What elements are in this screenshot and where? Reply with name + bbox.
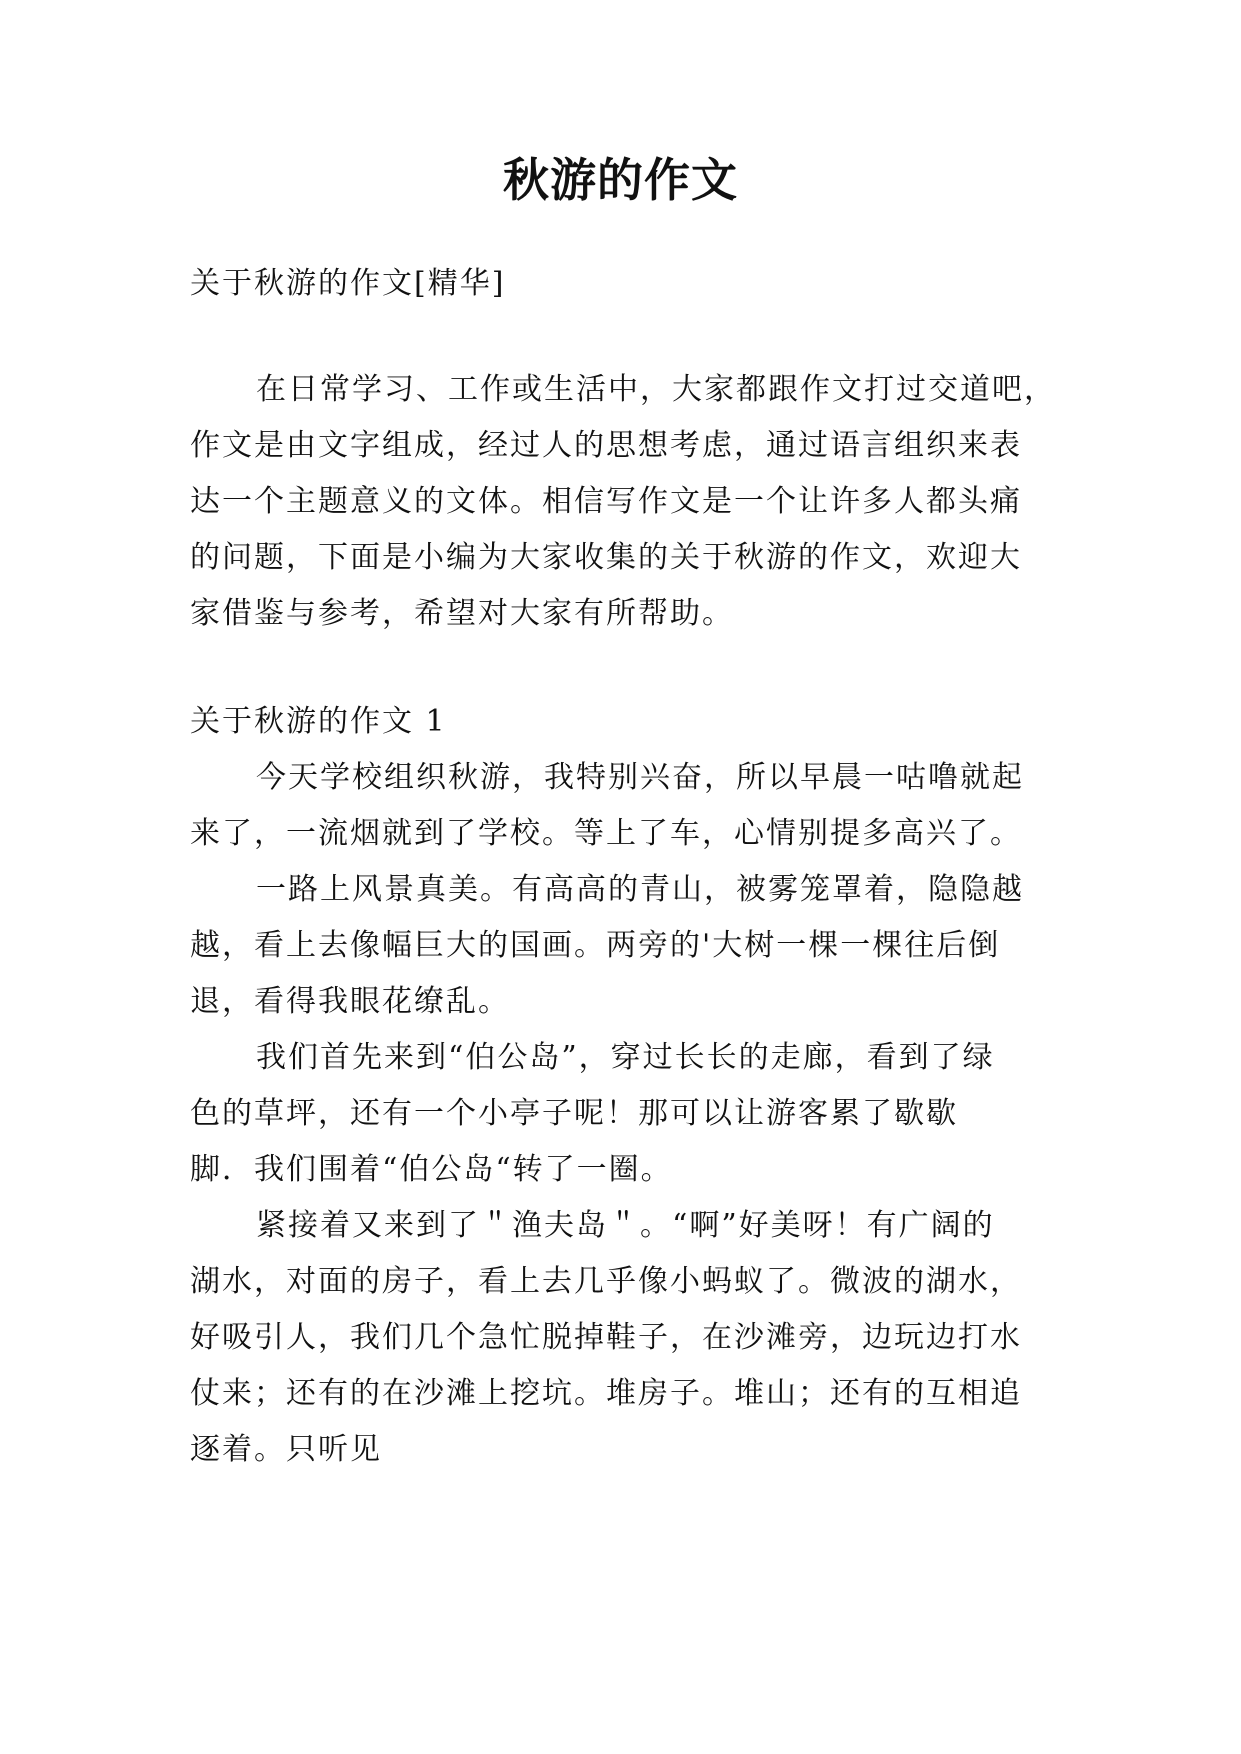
intro-line: 家借鉴与参考，希望对大家有所帮助。 — [190, 596, 734, 631]
body-line: 逐着。只听见 — [190, 1432, 382, 1467]
body-line: 湖水，对面的房子，看上去几乎像小蚂蚁了。微波的湖水， — [190, 1264, 1022, 1299]
body-line: 越，看上去像幅巨大的国画。两旁的'大树一棵一棵往后倒 — [190, 928, 1001, 963]
body-line: 紧接着又来到了＂渔夫岛＂。“啊”好美呀！有广阔的 — [256, 1208, 995, 1243]
intro-line: 在日常学习、工作或生活中，大家都跟作文打过交道吧， — [256, 372, 1056, 407]
intro-line: 作文是由文字组成，经过人的思想考虑，通过语言组织来表 — [190, 428, 1022, 463]
document-subtitle: 关于秋游的作文[精华] — [190, 266, 506, 301]
body-line: 今天学校组织秋游，我特别兴奋，所以早晨一咕噜就起 — [256, 760, 1024, 795]
body-line: 一路上风景真美。有高高的青山，被雾笼罩着，隐隐越 — [256, 872, 1024, 907]
body-line: 来了，一流烟就到了学校。等上了车，心情别提多高兴了。 — [190, 816, 1022, 851]
section-heading: 关于秋游的作文 1 — [190, 704, 447, 739]
intro-line: 的问题，下面是小编为大家收集的关于秋游的作文，欢迎大 — [190, 540, 1022, 575]
body-line: 我们首先来到“伯公岛”，穿过长长的走廊，看到了绿 — [256, 1040, 995, 1075]
body-line: 脚．我们围着“伯公岛“转了一圈。 — [190, 1152, 673, 1187]
body-line: 好吸引人，我们几个急忙脱掉鞋子，在沙滩旁，边玩边打水 — [190, 1320, 1022, 1355]
body-line: 退，看得我眼花缭乱。 — [190, 984, 510, 1019]
body-line: 色的草坪，还有一个小亭子呢！那可以让游客累了歇歇 — [190, 1096, 958, 1131]
body-line: 仗来；还有的在沙滩上挖坑。堆房子。堆山；还有的互相追 — [190, 1376, 1022, 1411]
intro-line: 达一个主题意义的文体。相信写作文是一个让许多人都头痛 — [190, 484, 1022, 519]
document-title: 秋游的作文 — [503, 153, 738, 207]
